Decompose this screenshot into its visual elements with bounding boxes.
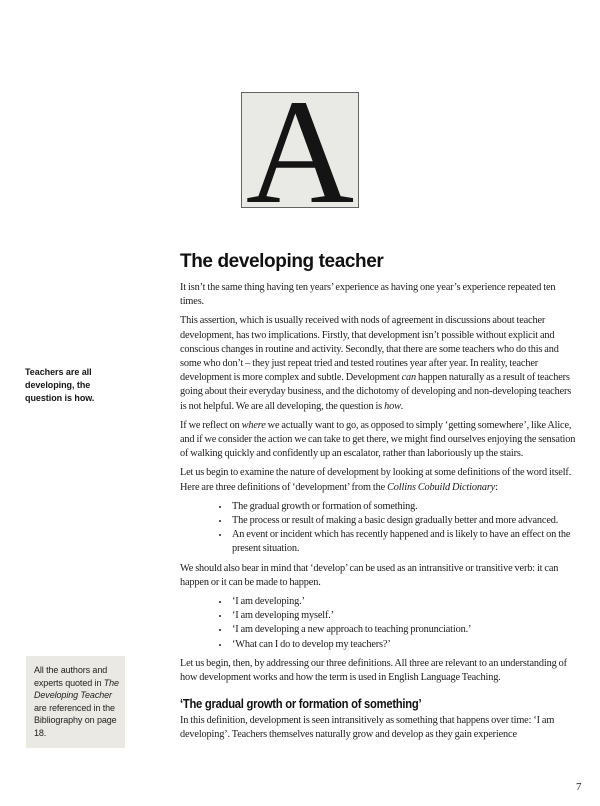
- main-column: [180, 250, 579, 748]
- margin-reference-text: All the authors and experts quoted in The Developing Teacher are referenced in the Bibliography on page 18.: [34, 665, 119, 738]
- chapter-title: The developing teacher: [180, 251, 384, 272]
- chapter-letter: A: [245, 92, 355, 208]
- list-item: • ‘I am developing myself.’: [230, 609, 579, 623]
- list-item: • The gradual growth or formation of something.: [230, 500, 579, 514]
- paragraph-6: Let us begin, then, by addressing our three definitions. All three are relevant to an understanding of how development works and how the term is used in English Language Teaching.: [180, 657, 567, 684]
- list-item: • ‘I am developing.’: [230, 595, 579, 609]
- paragraph-7: In this definition, development is seen intransitively as something that happens over time: ‘I am developing’. Teachers themselves naturally grow and develop as they gain experience: [180, 715, 555, 741]
- list-item: • ‘What can I do to develop my teachers?’: [230, 638, 579, 652]
- examples-list: [180, 595, 579, 652]
- margin-pull-quote: Teachers are all developing, the question is how.: [25, 367, 95, 403]
- list-item: • An event or incident which has recently happened and is likely to have an effect on the present situation.: [230, 528, 579, 556]
- list-item: • The process or result of making a basic design gradually better and more advanced.: [230, 514, 579, 528]
- paragraph-3: If we reflect on where we actually want to go, as opposed to simply ‘getting somewhere’, like Alice, and if we consider the action we can take to get there, we might find ourselves enjoying the sensation of walking quickly and confidently up an escalator, rather than laboriously up the stairs.: [180, 419, 576, 460]
- section-heading: ‘The gradual growth or formation of something’: [180, 697, 422, 712]
- paragraph-5: We should also bear in mind that ‘develop’ can be used as an intransitive or transitive verb: it can happen or it can be made to happen.: [180, 562, 559, 588]
- list-item: • ‘I am developing a new approach to teaching pronunciation.’: [230, 623, 579, 637]
- margin-reference-note: [26, 656, 125, 748]
- definitions-list: [180, 500, 579, 557]
- paragraph-1: It isn’t the same thing having ten years’ experience as having one year’s experience repeated ten times.: [180, 282, 556, 308]
- paragraph-2: This assertion, which is usually received with nods of agreement in discussions about teacher development, has two implications. Firstly, that development isn’t possible without explicit and conscious changes in routine and activity. Secondly, that there are some teachers who do this and some who don’t – they just repeat tried and tested routines year after year. In reality, teacher development is more complex and subtle. Development can happen naturally as a result of teachers going about their everyday business, and the dichotomy of developing and non-developing teachers is not helpful. We are all developing, the question is how.: [180, 315, 572, 412]
- paragraph-4: Let us begin to examine the nature of development by looking at some definitions of the word itself. Here are three definitions of ‘development’ from the Collins Cobuild Dictionary:: [180, 467, 572, 493]
- chapter-letter-box: [241, 92, 359, 208]
- page-number: 7: [576, 781, 582, 793]
